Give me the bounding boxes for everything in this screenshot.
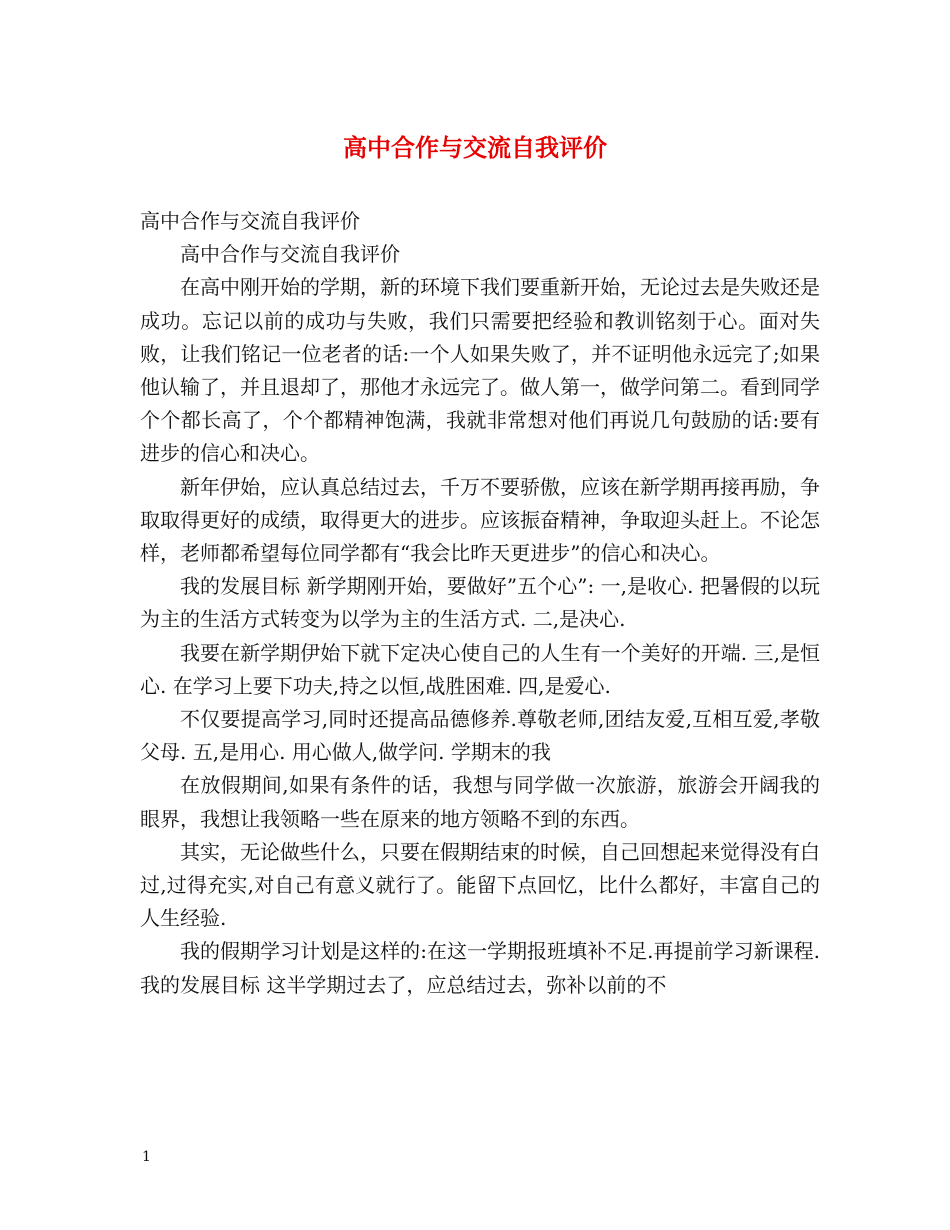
- paragraph-heading: 高中合作与交流自我评价: [140, 209, 360, 233]
- paragraph: 其实，无论做些什么，只要在假期结束的时候，自己回想起来觉得没有白过,过得充实,对自己有意义就行了。能留下点回忆，比什么都好，丰富自己的人生经验.: [140, 839, 820, 931]
- paragraph: 在放假期间,如果有条件的话，我想与同学做一次旅游，旅游会开阔我的眼界，我想让我领略一些在原来的地方领略不到的东西。: [140, 773, 820, 831]
- document-title: 高中合作与交流自我评价: [343, 133, 607, 162]
- paragraph-subheading: 高中合作与交流自我评价: [180, 242, 400, 267]
- paragraph: 新年伊始，应认真总结过去，千万不要骄傲，应该在新学期再接再励，争取取得更好的成绩，取得更大的进步。应该振奋精神，争取迎头赶上。不论怎样，老师都希望每位同学都有“我会比昨天更进步”的信心和决心。: [140, 474, 820, 566]
- page-number: 1: [142, 1149, 151, 1165]
- paragraph: 我要在新学期伊始下就下定决心使自己的人生有一个美好的开端. 三,是恒心. 在学习上要下功夫,持之以恒,战胜困难. 四,是爱心.: [140, 640, 820, 698]
- paragraph: 我的假期学习计划是这样的:在这一学期报班填补不足.再提前学习新课程. 我的发展目标 这半学期过去了，应总结过去，弥补以前的不: [140, 939, 820, 997]
- document-body: [140, 205, 820, 1002]
- paragraph: 不仅要提高学习,同时还提高品德修养.尊敬老师,团结友爱,互相互爱,孝敬父母. 五,是用心. 用心做人,做学问. 学期末的我: [140, 707, 820, 765]
- paragraph: 在高中刚开始的学期，新的环境下我们要重新开始，无论过去是失败还是成功。忘记以前的成功与失败，我们只需要把经验和教训铭刻于心。面对失败，让我们铭记一位老者的话:一个人如果失败了，并不证明他永远完了;如果他认输了，并且退却了，那他才永远完了。做人第一，做学问第二。看到同学个个都长高了，个个都精神饱满，我就非常想对他们再说几句鼓励的话:要有进步的信心和决心。: [140, 275, 820, 466]
- paragraph: 我的发展目标 新学期刚开始，要做好”五个心”: 一,是收心. 把暑假的以玩为主的生活方式转变为以学为主的生活方式. 二,是决心.: [140, 574, 820, 632]
